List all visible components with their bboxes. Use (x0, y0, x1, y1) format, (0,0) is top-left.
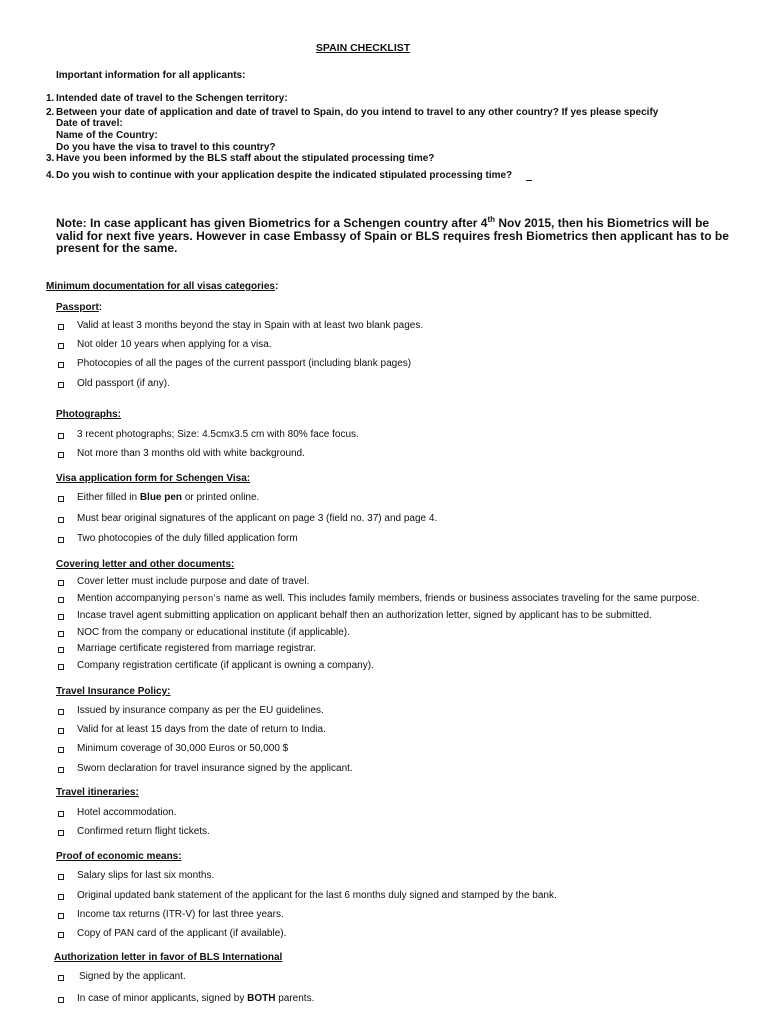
list-item: Photocopies of all the pages of the current passport (including blank pages) (77, 358, 412, 369)
question-number: 3. (46, 153, 55, 164)
list-item: In case of minor applicants, signed by BOTH parents. (77, 993, 315, 1004)
covering-heading: Covering letter and other documents: (56, 559, 235, 570)
page-title: SPAIN CHECKLIST (315, 42, 411, 54)
insurance-heading: Travel Insurance Policy: (56, 686, 171, 697)
list-item: Must bear original signatures of the applicant on page 3 (field no. 37) and page 4. (77, 513, 438, 524)
bullet-icon (58, 537, 64, 543)
itineraries-heading: Travel itineraries: (56, 787, 139, 798)
bullet-icon (58, 975, 64, 981)
bullet-icon (58, 647, 64, 653)
list-item: Minimum coverage of 30,000 Euros or 50,000 $ (77, 743, 289, 754)
bullet-icon (58, 496, 64, 502)
answer-blank-line (526, 180, 532, 181)
list-item: Two photocopies of the duly filled application form (77, 533, 298, 544)
biometrics-note: Note: In case applicant has given Biometrics for a Schengen country after 4th Nov 2015, then his Biometrics will be valid for next five years. However in case Embassy of Spain or BLS requires fresh Biometrics then applicant has to be present for the same. (56, 215, 729, 255)
bullet-icon (58, 631, 64, 637)
question-subline: Do you have the visa to travel to this country? (56, 142, 276, 153)
list-item: Hotel accommodation. (77, 807, 177, 818)
bullet-icon (58, 913, 64, 919)
bullet-icon (58, 664, 64, 670)
question-text: Have you been informed by the BLS staff about the stipulated processing time? (56, 153, 435, 164)
list-item: Income tax returns (ITR-V) for last three years. (77, 909, 284, 920)
photographs-heading: Photographs: (56, 409, 121, 420)
bullet-icon (58, 830, 64, 836)
visa-form-heading: Visa application form for Schengen Visa: (56, 473, 251, 484)
bullet-icon (58, 452, 64, 458)
list-item: Not more than 3 months old with white background. (77, 448, 305, 459)
list-item: Confirmed return flight tickets. (77, 826, 210, 837)
bullet-icon (58, 874, 64, 880)
min-doc-heading: Minimum documentation for all visas categories: (46, 281, 279, 292)
list-item: Valid for at least 15 days from the date of return to India. (77, 724, 326, 735)
question-text: Do you wish to continue with your application despite the indicated stipulated processing time? (56, 170, 513, 181)
list-item: Not older 10 years when applying for a visa. (77, 339, 272, 350)
bullet-icon (58, 997, 64, 1003)
bullet-icon (58, 614, 64, 620)
list-item: 3 recent photographs; Size: 4.5cmx3.5 cm with 80% face focus. (77, 429, 359, 440)
list-item: Salary slips for last six months. (77, 870, 215, 881)
bullet-icon (58, 324, 64, 330)
bullet-icon (58, 517, 64, 523)
list-item: Incase travel agent submitting application on applicant behalf then an authorization letter, signed by applicant has to be submitted. (77, 610, 652, 621)
question-number: 4. (46, 170, 55, 181)
bullet-icon (58, 728, 64, 734)
list-item: Company registration certificate (if applicant is owning a company). (77, 660, 374, 671)
question-subline: Name of the Country: (56, 130, 158, 141)
question-text: Between your date of application and date of travel to Spain, do you intend to travel to any other country? If yes please specify (56, 107, 659, 118)
list-item: Signed by the applicant. (79, 971, 186, 982)
list-item: Cover letter must include purpose and date of travel. (77, 576, 310, 587)
question-text: Intended date of travel to the Schengen territory: (56, 93, 288, 104)
bullet-icon (58, 747, 64, 753)
list-item: Copy of PAN card of the applicant (if available). (77, 928, 287, 939)
bullet-icon (58, 709, 64, 715)
bullet-icon (58, 382, 64, 388)
list-item: Marriage certificate registered from marriage registrar. (77, 643, 316, 654)
bullet-icon (58, 811, 64, 817)
bullet-icon (58, 343, 64, 349)
economic-heading: Proof of economic means: (56, 851, 182, 862)
authorization-heading: Authorization letter in favor of BLS International (54, 952, 283, 963)
list-item: Either filled in Blue pen or printed online. (77, 492, 260, 503)
intro-heading: Important information for all applicants: (56, 70, 246, 81)
list-item: Sworn declaration for travel insurance signed by the applicant. (77, 763, 353, 774)
bullet-icon (58, 580, 64, 586)
question-number: 2. (46, 107, 55, 118)
question-subline: Date of travel: (56, 118, 123, 129)
question-number: 1. (46, 93, 55, 104)
list-item: Issued by insurance company as per the EU guidelines. (77, 705, 324, 716)
bullet-icon (58, 362, 64, 368)
list-item: Original updated bank statement of the applicant for the last 6 months duly signed and stamped by the bank. (77, 890, 557, 901)
bullet-icon (58, 597, 64, 603)
list-item: Old passport (if any). (77, 378, 170, 389)
bullet-icon (58, 894, 64, 900)
list-item: NOC from the company or educational institute (if applicable). (77, 627, 350, 638)
bullet-icon (58, 433, 64, 439)
bullet-icon (58, 767, 64, 773)
bullet-icon (58, 932, 64, 938)
list-item: Valid at least 3 months beyond the stay in Spain with at least two blank pages. (77, 320, 424, 331)
passport-heading: Passport: (56, 302, 103, 313)
list-item: Mention accompanying person's name as well. This includes family members, friends or business associates traveling for the same purpose. (77, 593, 700, 604)
